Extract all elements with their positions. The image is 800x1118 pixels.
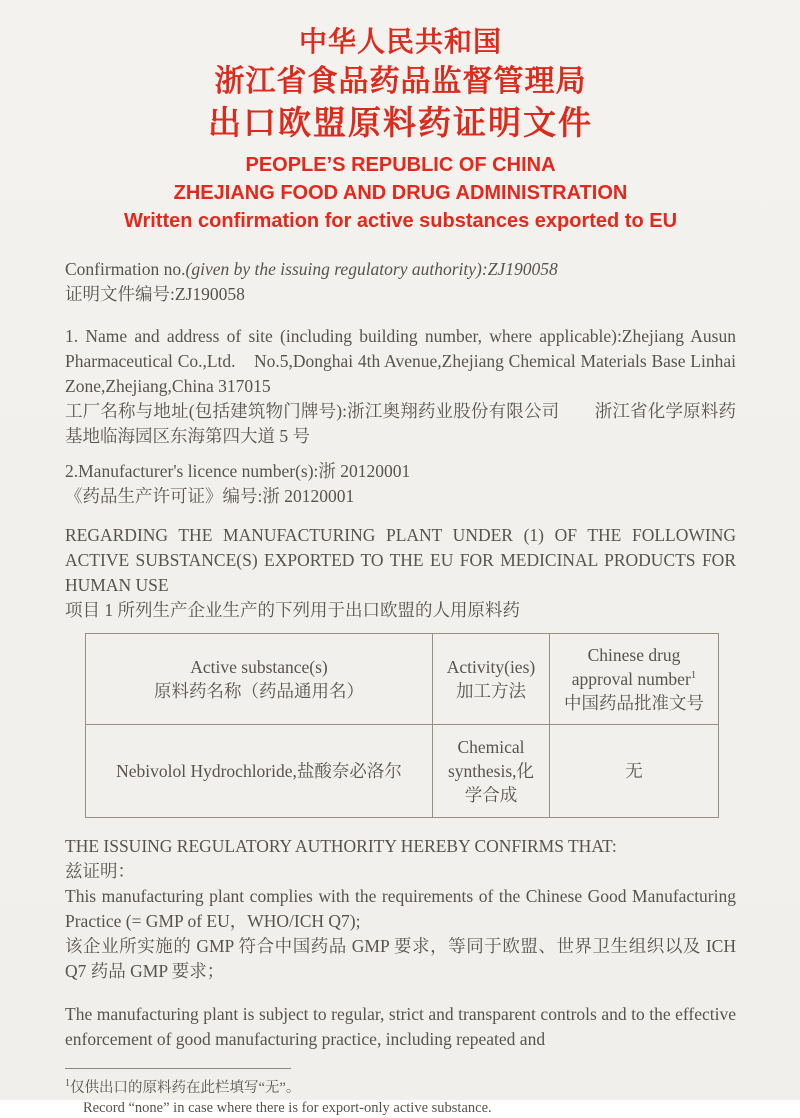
title-agency-en: ZHEJIANG FOOD AND DRUG ADMINISTRATION	[173, 182, 628, 204]
confirms-gmp-statement-en: This manufacturing plant complies with the requirements of the Chinese Good Manufacturing Practice (= GMP of EU，WHO/ICH Q7);	[65, 886, 736, 931]
cell-activity: Chemical synthesis,化学合成	[433, 725, 550, 818]
footnote-line-en: Record “none” in case where there is for export-only active substance.	[83, 1099, 492, 1116]
site-name-address-block	[65, 324, 736, 449]
table-header-activity	[433, 634, 550, 725]
confirms-heading-en: THE ISSUING REGULATORY AUTHORITY HEREBY CONFIRMS THAT:	[65, 836, 617, 856]
footnote-mark: 1	[65, 1078, 70, 1089]
cell-approval-number: 无	[550, 725, 719, 818]
confirms-heading-cn: 兹证明：	[65, 861, 135, 881]
title-agency-cn: 浙江省食品药品监督管理局	[214, 65, 587, 98]
confirmation-number-line-en	[65, 257, 736, 282]
controls-paragraph-block	[65, 1002, 736, 1052]
regarding-statement-cn: 项目 1 所列生产企业生产的下列用于出口欧盟的人用原料药	[65, 600, 520, 620]
table-header-approval-number	[550, 634, 719, 725]
table-header-active-substance-cn: 原料药名称（药品通用名）	[154, 681, 364, 701]
footnote-line-cn: $^1$仅供出口的原料药在此栏填写“无”。	[65, 1078, 301, 1096]
regarding-block	[65, 523, 736, 623]
title-country-en: PEOPLE’S REPUBLIC OF CHINA	[245, 154, 556, 176]
confirms-gmp-statement-cn: 该企业所实施的 GMP 符合中国药品 GMP 要求，等同于欧盟、世界卫生组织以及 ICH Q7 药品 GMP 要求；	[65, 936, 736, 981]
confirmation-label: Confirmation no.	[65, 259, 186, 279]
table-row	[86, 725, 719, 818]
table-header-activity-en: Activity(ies)	[446, 657, 536, 677]
confirmation-number-block	[65, 257, 736, 307]
confirmation-number-value: ZJ190058	[487, 259, 558, 279]
title-country-cn: 中华人民共和国	[298, 27, 502, 58]
table-header-approval-en-line2: approval number$^1$	[571, 669, 697, 689]
cell-substance-name: Nebivolol Hydrochloride,盐酸奈必洛尔	[86, 725, 433, 818]
table-header-active-substance-en: Active substance(s)	[190, 657, 328, 677]
document-content	[65, 0, 736, 1118]
manufacturer-licence-cn: 《药品生产许可证》编号:浙 20120001	[65, 486, 355, 506]
table-header-row	[86, 634, 719, 725]
footnote-block	[65, 1068, 736, 1118]
manufacturer-licence-block	[65, 459, 736, 509]
title-document-en: Written confirmation for active substances exported to EU	[123, 210, 678, 232]
title-document-cn: 出口欧盟原料药证明文件	[208, 106, 593, 142]
site-name-address-en: 1. Name and address of site (including building number, where applicable):Zhejiang Ausun Pharmaceutical Co.,Ltd. No.5,Donghai 4th Avenue,Zhejiang Chemical Materials Base Linhai Zone,Zhejiang,China 317015	[65, 326, 736, 396]
table-header-approval-cn: 中国药品批准文号	[564, 693, 704, 713]
confirmation-issuer-note: (given by the issuing regulatory authority):	[185, 259, 488, 279]
authority-confirms-block	[65, 834, 736, 984]
site-name-address-cn: 工厂名称与地址(包括建筑物门牌号):浙江奥翔药业股份有限公司 浙江省化学原料药基地临海园区东海第四大道 5 号	[65, 401, 736, 446]
table-header-activity-cn: 加工方法	[456, 681, 526, 701]
table-header-active-substance	[86, 634, 433, 725]
footnote-reference-mark: 1	[690, 669, 697, 682]
regarding-statement-en: REGARDING THE MANUFACTURING PLANT UNDER (1) OF THE FOLLOWING ACTIVE SUBSTANCE(S) EXPORTED TO THE EU FOR MEDICINAL PRODUCTS FOR HUMAN USE	[65, 525, 736, 595]
confirmation-number-line-cn: 证明文件编号:ZJ190058	[65, 284, 245, 304]
table-header-approval-en-line1: Chinese drug	[587, 645, 681, 665]
controls-statement-en: The manufacturing plant is subject to regular, strict and transparent controls and to the effective enforcement of good manufacturing practice, including repeated and	[65, 1004, 736, 1049]
active-substance-table	[85, 633, 719, 818]
footnote-separator-rule	[65, 1068, 291, 1069]
manufacturer-licence-en: 2.Manufacturer's licence number(s):浙 20120001	[65, 461, 411, 481]
